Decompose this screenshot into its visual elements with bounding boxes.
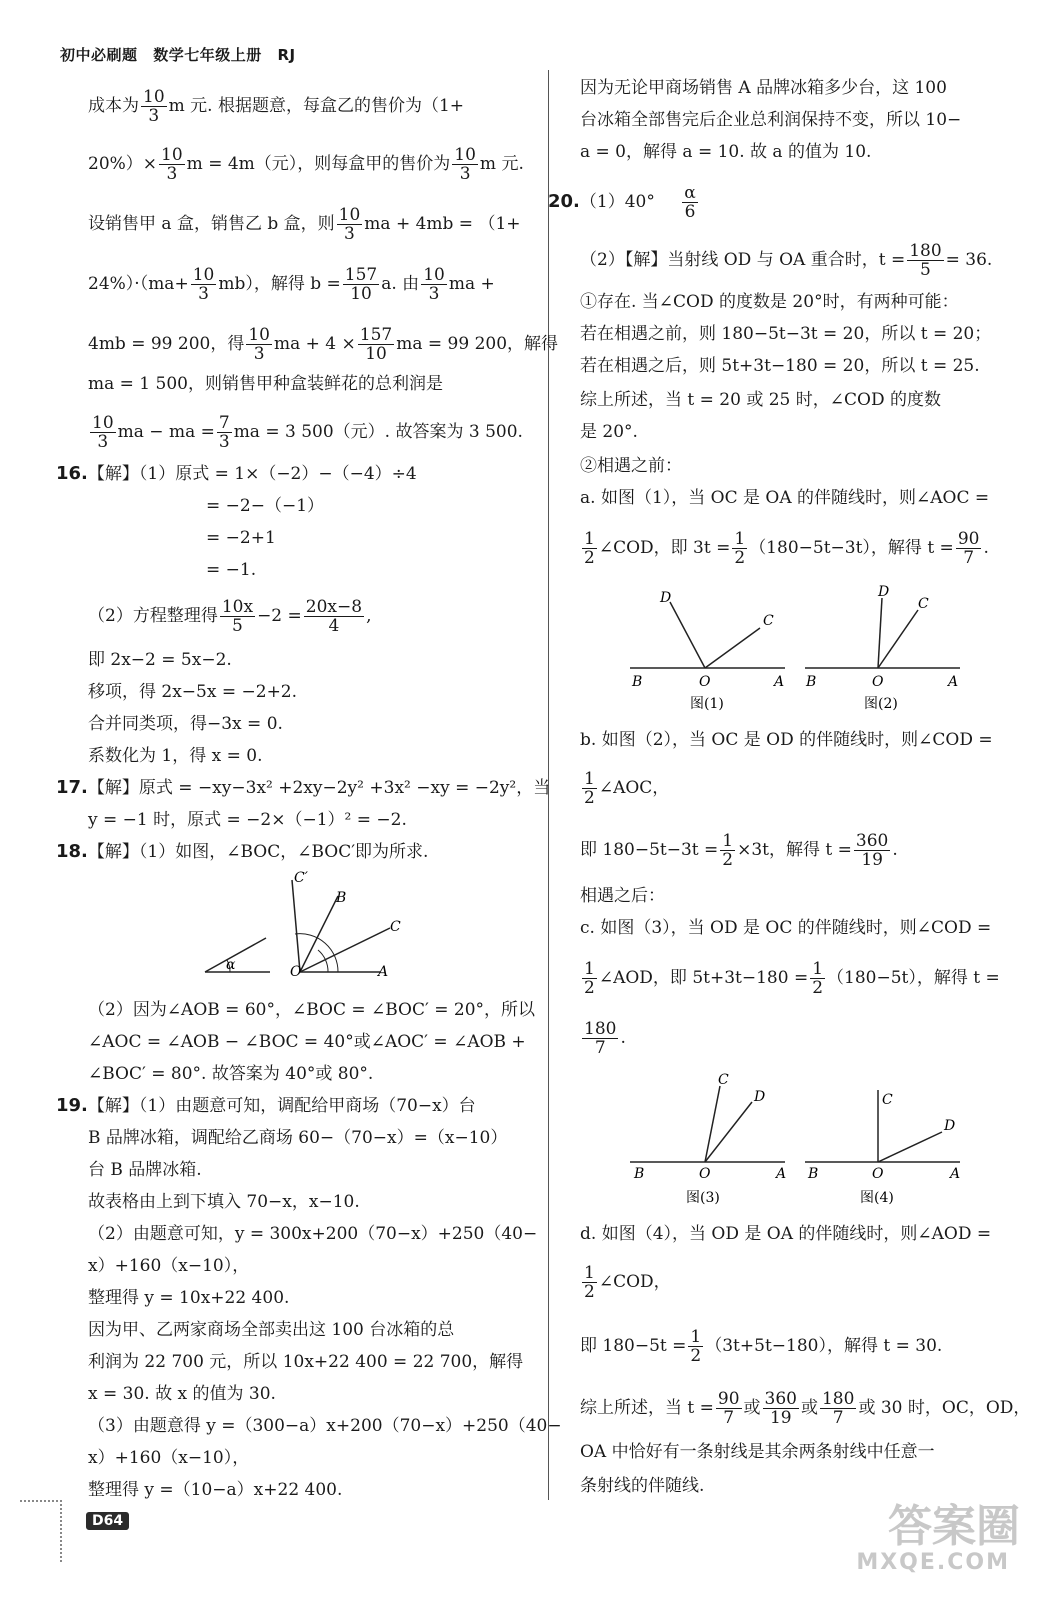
line: 移项，得 2x−5x = −2+2. — [88, 682, 298, 702]
svg-text:B: B — [806, 674, 817, 690]
numerator: 1 — [584, 769, 595, 789]
fraction — [191, 266, 217, 303]
numerator: 10x — [221, 597, 254, 617]
fraction — [421, 266, 447, 303]
denominator: 3 — [218, 432, 230, 452]
denominator: 3 — [97, 432, 109, 452]
numerator: 7 — [218, 413, 230, 433]
header-subject: 数学七年级上册 — [153, 46, 262, 64]
line: x）+160（x−10）， — [88, 1448, 250, 1468]
line: 若在相遇之后，则 5t+3t−180 = 20，所以 t = 25. — [580, 356, 980, 376]
svg-text:B: B — [632, 674, 643, 690]
line: 整理得 y =（10−a）x+22 400. — [88, 1480, 343, 1500]
line: 整理得 y = 10x+22 400. — [88, 1288, 290, 1308]
svg-text:A: A — [948, 674, 959, 690]
svg-text:O: O — [290, 964, 302, 980]
line: a. 如图（1），当 OC 是 OA 的伴随线时，则∠AOC = — [580, 488, 990, 508]
denominator: 2 — [734, 548, 746, 568]
line: 成本为 $\frac{10}{3}$ m 元. 根据题意，每盒乙的售价为（1+ — [88, 87, 465, 126]
line: 系数化为 1，得 x = 0. — [88, 746, 263, 766]
line: ②相遇之前： — [580, 456, 682, 476]
numerator: 10 — [338, 205, 361, 225]
fraction — [582, 1264, 597, 1301]
line: y = −1 时，原式 = −2×（−1）² = −2. — [88, 810, 407, 830]
line: 台 B 品牌冰箱. — [88, 1160, 202, 1180]
line: 因为甲、乙两家商场全部卖出这 100 台冰箱的总 — [88, 1320, 455, 1340]
svg-text:B: B — [808, 1166, 819, 1182]
numerator: 360 — [764, 1389, 797, 1409]
fraction — [141, 88, 167, 125]
denominator: 2 — [584, 548, 595, 568]
header-edition: RJ — [277, 46, 296, 64]
line: ma = 1 500，则销售甲种盒装鲜花的总利润是 — [88, 374, 443, 394]
denominator: 19 — [861, 850, 883, 870]
line: 综上所述，当 t = 20 或 25 时，∠COD 的度数 — [580, 390, 941, 410]
page-number: D64 — [86, 1512, 129, 1530]
numerator: 90 — [957, 529, 980, 549]
line: 即 180−5t = $\frac{1}{2}$ （3t+5t−180），解得 t = 30. — [580, 1327, 943, 1366]
line: x）+160（x−10）， — [88, 1256, 250, 1276]
line: 台冰箱全部售完后企业总利润保持不变，所以 10− — [580, 110, 962, 130]
numerator: 360 — [855, 831, 889, 851]
numerator: 180 — [584, 1019, 617, 1039]
numerator: 10 — [248, 325, 270, 345]
svg-text:B: B — [336, 890, 347, 906]
line: （2）由题意可知，y = 300x+200（70−x）+250（40− — [88, 1224, 538, 1244]
line: 设销售甲 a 盒，销售乙 b 盒，则 $\frac{10}{3}$ ma + 4mb = （1+ — [88, 205, 521, 244]
numerator: 157 — [344, 265, 378, 285]
denominator: 2 — [722, 850, 734, 870]
fraction — [582, 1020, 618, 1057]
svg-text:A: A — [774, 674, 785, 690]
denominator: 7 — [963, 548, 975, 568]
numerator: 10 — [92, 413, 114, 433]
numerator: 20x−8 — [305, 597, 363, 617]
svg-text:D: D — [944, 1118, 956, 1134]
figure-caption: 图(2) — [864, 696, 898, 712]
denominator: 3 — [198, 284, 209, 304]
fraction — [720, 832, 735, 869]
line: 条射线的伴随线. — [580, 1476, 705, 1496]
svg-text:A: A — [776, 1166, 787, 1182]
running-header — [60, 44, 306, 65]
fraction — [90, 414, 116, 451]
question-20: 20.（1）40° $\frac{\alpha}{6}$ — [548, 183, 696, 222]
fraction — [343, 266, 379, 303]
line: c. 如图（3），当 OD 是 OC 的伴随线时，则∠COD = — [580, 918, 992, 938]
line: $\frac{1}{2}$ ∠COD， — [584, 1263, 671, 1302]
denominator: 5 — [920, 260, 931, 280]
line: = −2+1 — [206, 528, 276, 548]
line: 若在相遇之前，则 180−5t−3t = 20，所以 t = 20； — [580, 324, 992, 344]
numerator: 90 — [717, 1389, 740, 1409]
svg-text:A: A — [950, 1166, 961, 1182]
line: （2）因为∠AOB = 60°，∠BOC = ∠BOC′ = 20°，所以 — [88, 1000, 536, 1020]
numerator: 1 — [584, 529, 595, 549]
denominator: 2 — [584, 978, 595, 998]
svg-text:O: O — [699, 1166, 711, 1182]
line: $\frac{180}{7}$ . — [584, 1019, 626, 1058]
fraction — [854, 832, 890, 869]
angle-figures-1-2 — [620, 580, 980, 715]
svg-text:O: O — [872, 1166, 884, 1182]
svg-text:D: D — [660, 590, 672, 606]
numerator: 1 — [584, 959, 595, 979]
fraction — [220, 598, 255, 635]
denominator: 5 — [232, 616, 243, 636]
denominator: 3 — [459, 164, 471, 184]
fraction — [956, 530, 982, 567]
header-series: 初中必刷题 — [60, 46, 138, 64]
denominator: 10 — [365, 344, 387, 364]
svg-text:D: D — [878, 584, 890, 600]
line: 24%）·（ma+ $\frac{10}{3}$ mb），解得 b = $\frac{157}{10}$ a. 由 $\frac{10}{3}$ ma + — [88, 265, 495, 304]
line: （3）由题意得 y =（300−a）x+200（70−x）+250（40− — [88, 1416, 562, 1436]
numerator: 180 — [909, 241, 942, 261]
line: b. 如图（2），当 OC 是 OD 的伴随线时，则∠COD = — [580, 730, 993, 750]
denominator: 3 — [344, 224, 355, 244]
line: 综上所述，当 t = $\frac{90}{7}$ 或 $\frac{360}{19}$ 或 $\frac{180}{7}$ 或 30 时，OC，OD， — [580, 1389, 1031, 1428]
fraction — [763, 1390, 799, 1427]
denominator: 7 — [832, 1408, 844, 1428]
question-17: 17.【解】原式 = −xy−3x² +2xy−2y² +3x² −xy = −2y²，当 — [56, 777, 551, 798]
denominator: 7 — [723, 1408, 735, 1428]
line: x = 30. 故 x 的值为 30. — [88, 1384, 276, 1404]
fraction — [907, 242, 943, 279]
angle-figure-q18 — [200, 868, 420, 988]
line: = −2−（−1） — [206, 496, 325, 516]
denominator: 2 — [690, 1346, 702, 1366]
denominator: 19 — [769, 1408, 792, 1428]
numerator: 10 — [143, 87, 165, 107]
denominator: 3 — [166, 164, 178, 184]
denominator: 6 — [684, 202, 696, 222]
line: $\frac{1}{2}$ ∠AOC， — [584, 769, 670, 808]
line: B 品牌冰箱，调配给乙商场 60−（70−x）=（x−10） — [88, 1128, 508, 1148]
fraction — [682, 184, 697, 221]
svg-text:D: D — [754, 1089, 766, 1105]
fraction — [732, 530, 747, 567]
line: a = 0，解得 a = 10. 故 a 的值为 10. — [580, 142, 872, 162]
fraction — [246, 326, 272, 363]
denominator: 2 — [584, 1282, 595, 1302]
line: 因为无论甲商场销售 A 品牌冰箱多少台，这 100 — [580, 78, 947, 98]
line: 4mb = 99 200，得 $\frac{10}{3}$ ma + 4 × $\frac{157}{10}$ ma = 99 200，解得 — [88, 325, 559, 364]
numerator: 10 — [454, 145, 476, 165]
numerator: 10 — [192, 265, 215, 285]
fraction — [358, 326, 394, 363]
denominator: 2 — [812, 978, 824, 998]
svg-text:C: C — [918, 596, 929, 612]
svg-text:α: α — [226, 957, 236, 973]
fraction — [582, 530, 597, 567]
numerator: 1 — [812, 959, 824, 979]
numerator: α — [684, 183, 696, 203]
svg-text:C′: C′ — [294, 870, 308, 886]
svg-text:B: B — [634, 1166, 645, 1182]
svg-text:A: A — [378, 964, 389, 980]
fraction — [304, 598, 364, 635]
line: 相遇之后： — [580, 886, 665, 906]
line: 故表格由上到下填入 70−x，x−10. — [88, 1192, 360, 1212]
line: （2）方程整理得 $\frac{10x}{5}$ −2 = $\frac{20x-8}{4}$ , — [88, 597, 372, 636]
line: 即 2x−2 = 5x−2. — [88, 650, 232, 670]
fraction — [582, 770, 597, 807]
svg-text:C: C — [882, 1092, 893, 1108]
svg-text:O: O — [872, 674, 884, 690]
numerator: 1 — [734, 529, 746, 549]
fraction — [820, 1390, 856, 1427]
question-18: 18.【解】（1）如图，∠BOC，∠BOC′即为所求. — [56, 841, 429, 862]
fraction — [217, 414, 232, 451]
line: ①存在. 当∠COD 的度数是 20°时，有两种可能： — [580, 292, 959, 312]
svg-text:C: C — [718, 1072, 729, 1088]
watermark-site: MXQE.COM — [856, 1550, 1010, 1575]
numerator: 10 — [423, 265, 445, 285]
denominator: 10 — [350, 284, 372, 304]
denominator: 3 — [253, 344, 265, 364]
numerator: 180 — [821, 1389, 855, 1409]
fraction — [159, 146, 185, 183]
line: $\frac{10}{3}$ ma − ma = $\frac{7}{3}$ ma = 3 500（元）. 故答案为 3 500. — [92, 413, 523, 452]
figure-caption: 图(3) — [686, 1190, 720, 1206]
corner-dotted-mark — [20, 1500, 62, 1562]
fraction — [810, 960, 825, 997]
denominator: 4 — [328, 616, 340, 636]
fraction — [716, 1390, 742, 1427]
line: 利润为 22 700 元，所以 10x+22 400 = 22 700，解得 — [88, 1352, 524, 1372]
denominator: 3 — [428, 284, 440, 304]
numerator: 157 — [359, 325, 393, 345]
question-16: 16.【解】（1）原式 = 1×（−2）−（−4）÷4 — [56, 463, 417, 484]
svg-text:C: C — [390, 919, 401, 935]
fraction — [582, 960, 597, 997]
numerator: 1 — [722, 831, 734, 851]
watermark-logo: 答案圈 — [888, 1501, 1020, 1552]
line: d. 如图（4），当 OD 是 OA 的伴随线时，则∠AOD = — [580, 1224, 992, 1244]
fraction — [452, 146, 478, 183]
numerator: 1 — [584, 1263, 595, 1283]
denominator: 7 — [594, 1038, 606, 1058]
line: （2）【解】当射线 OD 与 OA 重合时，t = $\frac{180}{5}$ = 36. — [580, 241, 993, 280]
line: 是 20°. — [580, 422, 638, 442]
svg-text:C: C — [763, 613, 774, 629]
numerator: 10 — [161, 145, 183, 165]
denominator: 2 — [584, 788, 595, 808]
angle-figures-3-4 — [620, 1068, 980, 1208]
line: 即 180−5t−3t = $\frac{1}{2}$ ×3t，解得 t = $\frac{360}{19}$ . — [580, 831, 898, 870]
fraction — [337, 206, 363, 243]
svg-text:O: O — [699, 674, 711, 690]
figure-caption: 图(1) — [690, 696, 724, 712]
figure-caption: 图(4) — [860, 1190, 894, 1206]
line: $\frac{1}{2}$ ∠COD，即 3t = $\frac{1}{2}$ （180−5t−3t），解得 t = $\frac{90}{7}$ . — [584, 529, 989, 568]
line: 20%）× $\frac{10}{3}$ m = 4m（元），则每盒甲的售价为 $\frac{10}{3}$ m 元. — [88, 145, 524, 184]
line: OA 中恰好有一条射线是其余两条射线中任意一 — [580, 1442, 935, 1462]
line: ∠BOC′ = 80°. 故答案为 40°或 80°. — [88, 1064, 374, 1084]
denominator: 3 — [148, 106, 160, 126]
numerator: 1 — [690, 1327, 702, 1347]
line: $\frac{1}{2}$ ∠AOD，即 5t+3t−180 = $\frac{1}{2}$ （180−5t），解得 t = — [584, 959, 1000, 998]
fraction — [688, 1328, 703, 1365]
line: = −1. — [206, 560, 257, 580]
line: ∠AOC = ∠AOB − ∠BOC = 40°或∠AOC′ = ∠AOB + — [88, 1032, 526, 1052]
question-19: 19.【解】（1）由题意可知，调配给甲商场（70−x）台 — [56, 1095, 476, 1116]
line: 合并同类项，得−3x = 0. — [88, 714, 283, 734]
